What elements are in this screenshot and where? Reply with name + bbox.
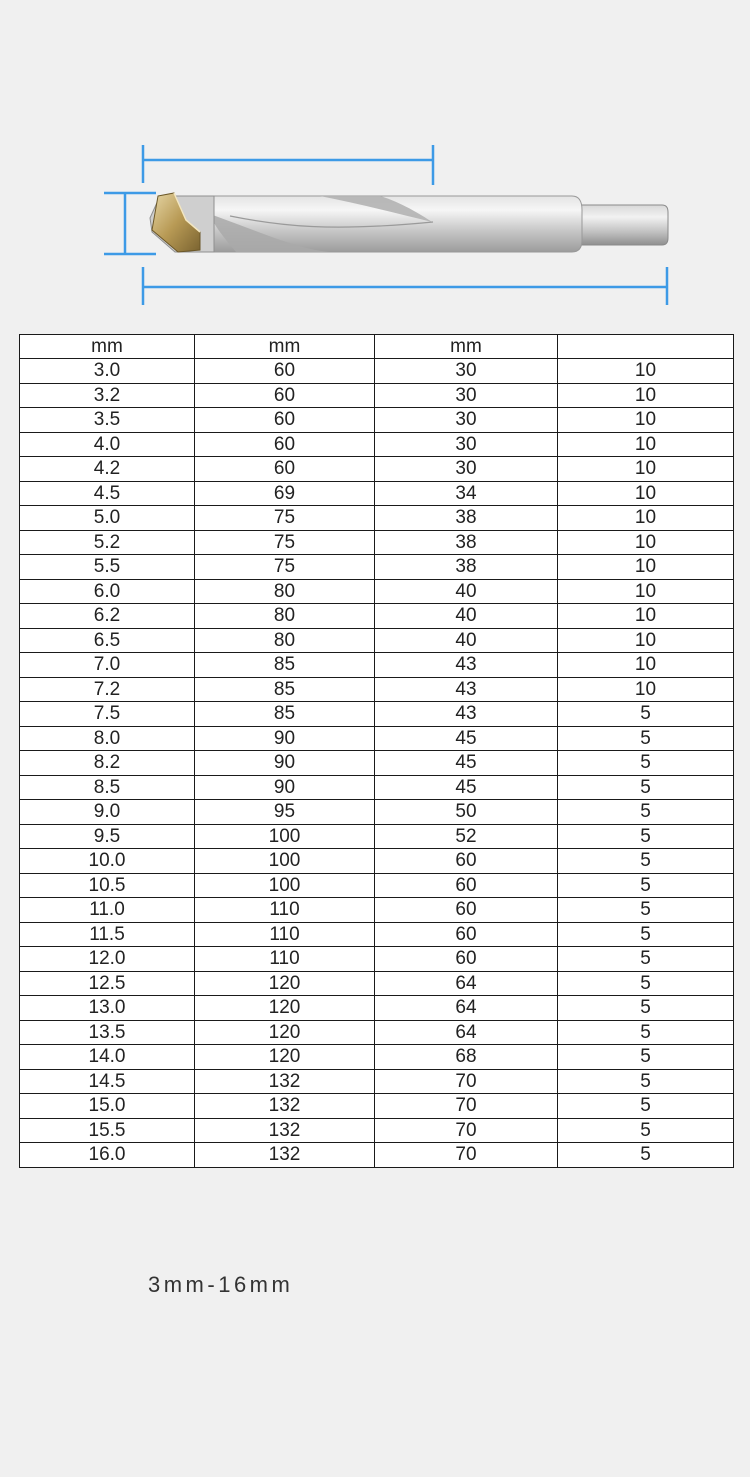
- cell-total-length: 80: [195, 579, 375, 604]
- cell-diameter: 14.0: [20, 1045, 195, 1070]
- table-row: [20, 506, 734, 531]
- cell-total-length: 75: [195, 506, 375, 531]
- cell-diameter: 5.2: [20, 530, 195, 555]
- cell-flute-length: 60: [375, 922, 558, 947]
- table-row: [20, 922, 734, 947]
- cell-quantity: 5: [558, 873, 734, 898]
- table-row: [20, 702, 734, 727]
- cell-flute-length: 43: [375, 653, 558, 678]
- table-row: [20, 555, 734, 580]
- table-row: [20, 800, 734, 825]
- table-row: [20, 457, 734, 482]
- cell-flute-length: 50: [375, 800, 558, 825]
- cell-flute-length: 64: [375, 971, 558, 996]
- table-row: [20, 383, 734, 408]
- cell-flute-length: 30: [375, 359, 558, 384]
- table-header-row: [20, 335, 734, 359]
- cell-total-length: 90: [195, 775, 375, 800]
- cell-quantity: 10: [558, 555, 734, 580]
- cell-quantity: 5: [558, 702, 734, 727]
- cell-total-length: 60: [195, 383, 375, 408]
- cell-diameter: 7.5: [20, 702, 195, 727]
- cell-quantity: 5: [558, 898, 734, 923]
- cell-total-length: 80: [195, 604, 375, 629]
- cell-flute-length: 70: [375, 1069, 558, 1094]
- cell-total-length: 100: [195, 824, 375, 849]
- drill-bit-icon: [150, 193, 668, 252]
- cell-total-length: 90: [195, 751, 375, 776]
- cell-diameter: 12.0: [20, 947, 195, 972]
- cell-diameter: 6.0: [20, 579, 195, 604]
- cell-diameter: 4.2: [20, 457, 195, 482]
- cell-quantity: 10: [558, 457, 734, 482]
- cell-quantity: 10: [558, 506, 734, 531]
- cell-quantity: 5: [558, 1020, 734, 1045]
- cell-flute-length: 34: [375, 481, 558, 506]
- cell-total-length: 75: [195, 555, 375, 580]
- cell-flute-length: 60: [375, 873, 558, 898]
- cell-quantity: 5: [558, 1118, 734, 1143]
- cell-total-length: 90: [195, 726, 375, 751]
- cell-flute-length: 68: [375, 1045, 558, 1070]
- cell-diameter: 6.5: [20, 628, 195, 653]
- cell-total-length: 60: [195, 432, 375, 457]
- cell-flute-length: 60: [375, 898, 558, 923]
- cell-total-length: 60: [195, 457, 375, 482]
- cell-total-length: 80: [195, 628, 375, 653]
- table-row: [20, 751, 734, 776]
- cell-total-length: 132: [195, 1143, 375, 1168]
- table-row: [20, 1069, 734, 1094]
- cell-flute-length: 38: [375, 506, 558, 531]
- cell-diameter: 11.0: [20, 898, 195, 923]
- cell-diameter: 10.0: [20, 849, 195, 874]
- cell-total-length: 60: [195, 408, 375, 433]
- table-row: [20, 604, 734, 629]
- table-row: [20, 898, 734, 923]
- table-body: [20, 359, 734, 1168]
- drill-bit-figure: [0, 0, 750, 330]
- cell-diameter: 6.2: [20, 604, 195, 629]
- cell-flute-length: 45: [375, 751, 558, 776]
- cell-total-length: 85: [195, 653, 375, 678]
- cell-flute-length: 70: [375, 1143, 558, 1168]
- cell-quantity: 10: [558, 359, 734, 384]
- cell-diameter: 10.5: [20, 873, 195, 898]
- cell-total-length: 132: [195, 1094, 375, 1119]
- cell-quantity: 5: [558, 1069, 734, 1094]
- cell-quantity: 10: [558, 677, 734, 702]
- cell-quantity: 5: [558, 947, 734, 972]
- cell-total-length: 120: [195, 971, 375, 996]
- column-header-diameter: mm: [20, 335, 195, 359]
- cell-diameter: 7.0: [20, 653, 195, 678]
- cell-total-length: 60: [195, 359, 375, 384]
- cell-total-length: 110: [195, 947, 375, 972]
- cell-total-length: 85: [195, 677, 375, 702]
- cell-diameter: 5.5: [20, 555, 195, 580]
- table-row: [20, 677, 734, 702]
- cell-diameter: 3.5: [20, 408, 195, 433]
- cell-quantity: 10: [558, 408, 734, 433]
- cell-diameter: 12.5: [20, 971, 195, 996]
- cell-diameter: 8.5: [20, 775, 195, 800]
- cell-quantity: 10: [558, 653, 734, 678]
- cell-diameter: 7.2: [20, 677, 195, 702]
- table-row: [20, 628, 734, 653]
- table-row: [20, 481, 734, 506]
- cell-diameter: 13.5: [20, 1020, 195, 1045]
- table-row: [20, 530, 734, 555]
- table-row: [20, 1094, 734, 1119]
- table-row: [20, 726, 734, 751]
- cell-quantity: 10: [558, 628, 734, 653]
- cell-flute-length: 64: [375, 996, 558, 1021]
- table-row: [20, 947, 734, 972]
- cell-diameter: 4.5: [20, 481, 195, 506]
- cell-flute-length: 30: [375, 457, 558, 482]
- cell-flute-length: 30: [375, 408, 558, 433]
- table-row: [20, 1143, 734, 1168]
- column-header-quantity: [558, 335, 734, 359]
- cell-flute-length: 60: [375, 849, 558, 874]
- cell-quantity: 5: [558, 751, 734, 776]
- cell-diameter: 5.0: [20, 506, 195, 531]
- cell-flute-length: 40: [375, 579, 558, 604]
- cell-quantity: 5: [558, 726, 734, 751]
- cell-diameter: 9.0: [20, 800, 195, 825]
- table-row: [20, 1045, 734, 1070]
- cell-diameter: 4.0: [20, 432, 195, 457]
- cell-flute-length: 43: [375, 702, 558, 727]
- cell-diameter: 3.0: [20, 359, 195, 384]
- table-row: [20, 1020, 734, 1045]
- table-row: [20, 408, 734, 433]
- cell-diameter: 11.5: [20, 922, 195, 947]
- table-row: [20, 971, 734, 996]
- cell-flute-length: 45: [375, 775, 558, 800]
- cell-flute-length: 30: [375, 432, 558, 457]
- cell-quantity: 5: [558, 996, 734, 1021]
- cell-diameter: 15.5: [20, 1118, 195, 1143]
- cell-flute-length: 64: [375, 1020, 558, 1045]
- cell-flute-length: 52: [375, 824, 558, 849]
- cell-total-length: 69: [195, 481, 375, 506]
- table-row: [20, 849, 734, 874]
- cell-quantity: 10: [558, 481, 734, 506]
- cell-flute-length: 30: [375, 383, 558, 408]
- cell-quantity: 5: [558, 1045, 734, 1070]
- cell-quantity: 10: [558, 383, 734, 408]
- cell-diameter: 8.2: [20, 751, 195, 776]
- cell-quantity: 5: [558, 922, 734, 947]
- cell-quantity: 10: [558, 530, 734, 555]
- cell-quantity: 5: [558, 1143, 734, 1168]
- cell-flute-length: 70: [375, 1094, 558, 1119]
- cell-flute-length: 40: [375, 604, 558, 629]
- size-range-caption: 3mm-16mm: [148, 1272, 294, 1297]
- cell-quantity: 5: [558, 775, 734, 800]
- cell-total-length: 110: [195, 922, 375, 947]
- table-row: [20, 775, 734, 800]
- cell-diameter: 13.0: [20, 996, 195, 1021]
- cell-flute-length: 70: [375, 1118, 558, 1143]
- drill-size-table: [19, 334, 734, 1168]
- cell-total-length: 75: [195, 530, 375, 555]
- cell-total-length: 110: [195, 898, 375, 923]
- cell-quantity: 5: [558, 824, 734, 849]
- cell-total-length: 120: [195, 996, 375, 1021]
- table-row: [20, 359, 734, 384]
- table-row: [20, 996, 734, 1021]
- cell-flute-length: 45: [375, 726, 558, 751]
- column-header-total-length: mm: [195, 335, 375, 359]
- cell-diameter: 9.5: [20, 824, 195, 849]
- cell-diameter: 8.0: [20, 726, 195, 751]
- cell-total-length: 132: [195, 1118, 375, 1143]
- cell-total-length: 120: [195, 1045, 375, 1070]
- cell-quantity: 5: [558, 800, 734, 825]
- table-row: [20, 432, 734, 457]
- cell-flute-length: 40: [375, 628, 558, 653]
- table-row: [20, 579, 734, 604]
- cell-quantity: 10: [558, 604, 734, 629]
- cell-diameter: 14.5: [20, 1069, 195, 1094]
- cell-total-length: 85: [195, 702, 375, 727]
- cell-quantity: 10: [558, 579, 734, 604]
- cell-flute-length: 43: [375, 677, 558, 702]
- table-row: [20, 653, 734, 678]
- column-header-flute-length: mm: [375, 335, 558, 359]
- cell-diameter: 16.0: [20, 1143, 195, 1168]
- cell-flute-length: 60: [375, 947, 558, 972]
- cell-total-length: 100: [195, 849, 375, 874]
- cell-total-length: 120: [195, 1020, 375, 1045]
- cell-diameter: 15.0: [20, 1094, 195, 1119]
- table-row: [20, 824, 734, 849]
- cell-total-length: 132: [195, 1069, 375, 1094]
- cell-quantity: 5: [558, 1094, 734, 1119]
- cell-flute-length: 38: [375, 530, 558, 555]
- table-row: [20, 1118, 734, 1143]
- cell-total-length: 95: [195, 800, 375, 825]
- cell-quantity: 10: [558, 432, 734, 457]
- cell-quantity: 5: [558, 971, 734, 996]
- cell-total-length: 100: [195, 873, 375, 898]
- cell-diameter: 3.2: [20, 383, 195, 408]
- table-row: [20, 873, 734, 898]
- cell-flute-length: 38: [375, 555, 558, 580]
- cell-quantity: 5: [558, 849, 734, 874]
